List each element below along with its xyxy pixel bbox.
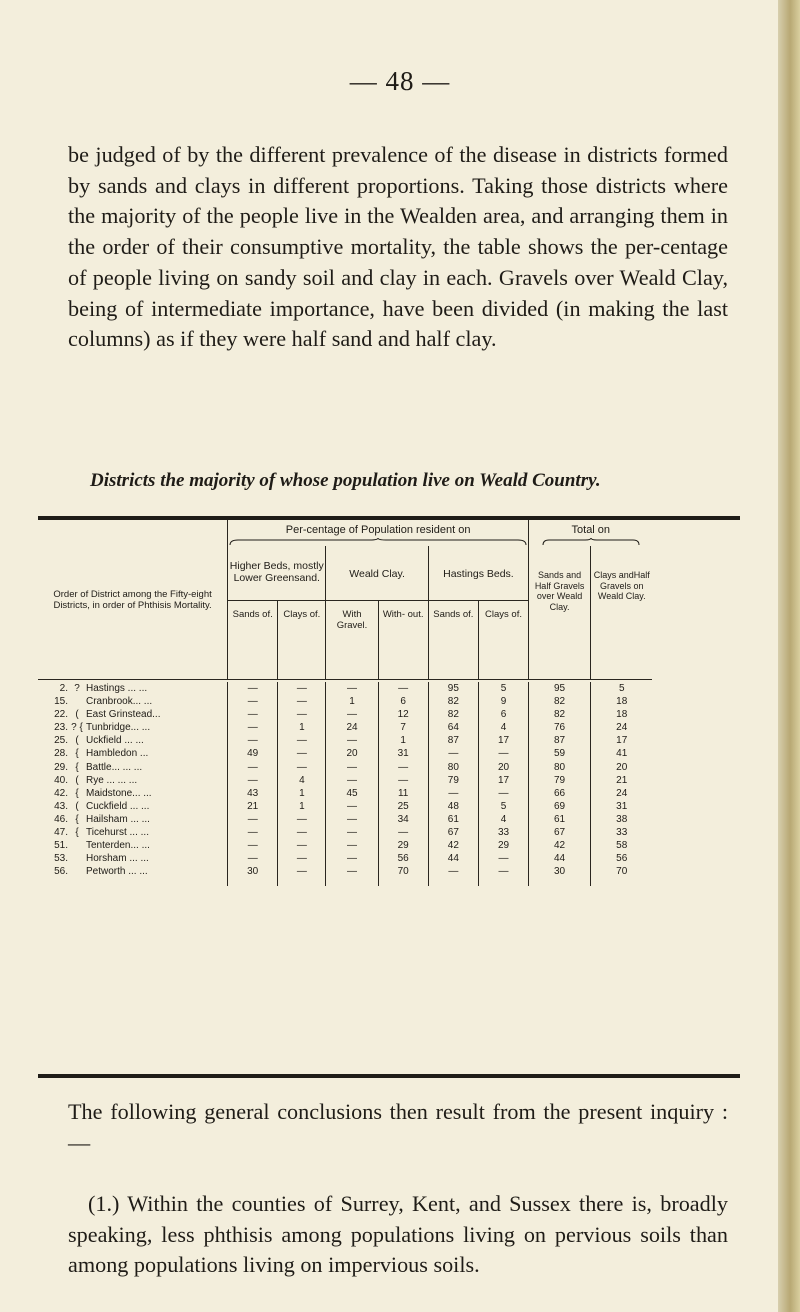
district-cell bbox=[38, 774, 228, 787]
cell-total-sands: 44 bbox=[529, 852, 591, 865]
cell-hs-clays: 17 bbox=[478, 734, 528, 747]
cell-total-clays: 18 bbox=[591, 695, 653, 708]
cell-hs-clays: 20 bbox=[478, 761, 528, 774]
cell-wc-without: 6 bbox=[378, 695, 428, 708]
cell-total-clays: 38 bbox=[591, 813, 653, 826]
district-order: 22. bbox=[54, 709, 68, 721]
cell-hs-sands: 44 bbox=[428, 852, 478, 865]
district-cell bbox=[38, 800, 228, 813]
cell-hs-clays: — bbox=[478, 865, 528, 878]
district-order: 2. bbox=[59, 683, 68, 694]
district-name: Ticehurst ... ... bbox=[86, 827, 149, 839]
district-order: 25. bbox=[54, 735, 68, 747]
cell-wc-with: — bbox=[326, 826, 378, 839]
cell-hs-clays: — bbox=[478, 787, 528, 800]
cell-wc-with: 1 bbox=[326, 695, 378, 708]
table-row bbox=[38, 734, 740, 747]
district-mark: ? { bbox=[71, 722, 83, 734]
cell-hb-clays: 1 bbox=[278, 721, 326, 734]
district-name: Petworth ... ... bbox=[86, 866, 148, 878]
cell-total-sands: 80 bbox=[529, 761, 591, 774]
cell-hb-sands: — bbox=[228, 708, 278, 721]
cell-hb-sands: — bbox=[228, 852, 278, 865]
cell-hb-clays: — bbox=[278, 682, 326, 695]
table-row bbox=[38, 761, 740, 774]
cell-hs-clays: 33 bbox=[478, 826, 528, 839]
cell-total-clays: 58 bbox=[591, 839, 653, 852]
cell-hs-sands: — bbox=[428, 787, 478, 800]
cell-hb-sands: 30 bbox=[228, 865, 278, 878]
district-mark: ( bbox=[75, 774, 79, 786]
table-body bbox=[38, 682, 740, 886]
cell-hb-clays: — bbox=[278, 708, 326, 721]
mortality-table bbox=[38, 516, 740, 1078]
conclusion-intro: The following general conclusions then result from the present inquiry :— bbox=[68, 1099, 728, 1155]
cell-total-clays: 31 bbox=[591, 800, 653, 813]
district-order: 29. bbox=[54, 761, 68, 773]
intro-paragraph: be judged of by the different prevalence of the disease in districts formed by sands and clays in different proportions. Taking those districts where the majority of the people live in the Wealden area, and arranging them in the order of their consumptive mortality, the table shows the per-centage of people living on sandy soil and clay in each. Gravels over Weald Clay, being of intermediate importance, have been divided (in making the last columns) as if they were half sand and half clay. bbox=[68, 142, 728, 352]
district-cell bbox=[38, 787, 228, 800]
wc-with-header: With Gravel. bbox=[326, 601, 378, 680]
cell-hs-sands: 95 bbox=[428, 682, 478, 695]
cell-hb-sands: — bbox=[228, 839, 278, 852]
cell-wc-without: 11 bbox=[378, 787, 428, 800]
cell-wc-with: — bbox=[326, 839, 378, 852]
cell-total-sands: 30 bbox=[529, 865, 591, 878]
hb-clays-header: Clays of. bbox=[278, 601, 326, 680]
cell-hs-clays: — bbox=[478, 747, 528, 760]
cell-hb-clays: — bbox=[278, 826, 326, 839]
table-row bbox=[38, 721, 740, 734]
cell-hb-clays: — bbox=[278, 761, 326, 774]
cell-hb-clays: — bbox=[278, 839, 326, 852]
district-name: East Grinstead... bbox=[86, 709, 161, 721]
table-row bbox=[38, 839, 740, 852]
cell-hs-sands: — bbox=[428, 747, 478, 760]
district-order: 40. bbox=[54, 774, 68, 786]
cell-total-sands: 95 bbox=[529, 682, 591, 695]
table-row bbox=[38, 708, 740, 721]
cell-total-sands: 82 bbox=[529, 695, 591, 708]
cell-hb-clays: — bbox=[278, 695, 326, 708]
cell-hs-sands: 42 bbox=[428, 839, 478, 852]
district-order: 46. bbox=[54, 813, 68, 825]
table-row bbox=[38, 682, 740, 695]
cell-hb-sands: 43 bbox=[228, 787, 278, 800]
district-cell bbox=[38, 865, 228, 878]
cell-total-clays: 18 bbox=[591, 708, 653, 721]
district-cell bbox=[38, 708, 228, 721]
cell-hb-sands: — bbox=[228, 813, 278, 826]
cell-hb-clays: 4 bbox=[278, 774, 326, 787]
cell-hb-sands: 49 bbox=[228, 747, 278, 760]
cell-hs-sands: — bbox=[428, 865, 478, 878]
cell-wc-without: — bbox=[378, 761, 428, 774]
weald-clay-header: Weald Clay. bbox=[326, 546, 428, 601]
district-mark: { bbox=[75, 748, 79, 760]
district-order: 43. bbox=[54, 800, 68, 812]
cell-hs-sands: 80 bbox=[428, 761, 478, 774]
table-row bbox=[38, 774, 740, 787]
cell-hb-sands: — bbox=[228, 826, 278, 839]
cell-wc-with: — bbox=[326, 774, 378, 787]
district-cell bbox=[38, 839, 228, 852]
cell-hs-clays: 5 bbox=[478, 800, 528, 813]
cell-wc-with: — bbox=[326, 708, 378, 721]
page-edge bbox=[778, 0, 800, 1312]
brace-icon bbox=[541, 538, 641, 546]
district-order: 53. bbox=[54, 853, 68, 865]
cell-wc-without: 7 bbox=[378, 721, 428, 734]
district-name: Horsham ... ... bbox=[86, 853, 149, 865]
cell-hb-clays: — bbox=[278, 813, 326, 826]
cell-total-clays: 33 bbox=[591, 826, 653, 839]
cell-wc-without: 34 bbox=[378, 813, 428, 826]
district-order: 42. bbox=[54, 787, 68, 799]
hs-sands-header: Sands of. bbox=[428, 601, 478, 680]
district-cell bbox=[38, 721, 228, 734]
district-mark: ? bbox=[74, 683, 80, 694]
table-row bbox=[38, 800, 740, 813]
cell-hs-clays: 6 bbox=[478, 708, 528, 721]
cell-wc-without: 1 bbox=[378, 734, 428, 747]
cell-hs-clays: 29 bbox=[478, 839, 528, 852]
cell-hb-sands: — bbox=[228, 682, 278, 695]
cell-wc-without: 29 bbox=[378, 839, 428, 852]
district-mark: ( bbox=[75, 709, 79, 721]
higher-beds-header: Higher Beds, mostly Lower Greensand. bbox=[228, 546, 326, 601]
cell-wc-with: 45 bbox=[326, 787, 378, 800]
table-row bbox=[38, 813, 740, 826]
cell-total-clays: 24 bbox=[591, 721, 653, 734]
cell-total-sands: 67 bbox=[529, 826, 591, 839]
cell-wc-with: — bbox=[326, 865, 378, 878]
district-cell bbox=[38, 695, 228, 708]
cell-wc-with: — bbox=[326, 813, 378, 826]
conclusion-1: (1.) Within the counties of Surrey, Kent, and Sussex there is, broadly speaking, less phthisis among populations living on pervious soils than among populations living on impervious soils. bbox=[68, 1191, 728, 1278]
cell-hs-clays: 4 bbox=[478, 813, 528, 826]
cell-hb-clays: — bbox=[278, 865, 326, 878]
hastings-beds-header: Hastings Beds. bbox=[428, 546, 528, 601]
cell-hs-sands: 82 bbox=[428, 695, 478, 708]
cell-total-sands: 66 bbox=[529, 787, 591, 800]
district-cell bbox=[38, 682, 228, 695]
cell-total-sands: 76 bbox=[529, 721, 591, 734]
district-mark: ( bbox=[75, 735, 79, 747]
cell-hs-sands: 61 bbox=[428, 813, 478, 826]
cell-total-sands: 87 bbox=[529, 734, 591, 747]
cell-wc-with: — bbox=[326, 761, 378, 774]
cell-hb-clays: 1 bbox=[278, 787, 326, 800]
district-name: Maidstone... ... bbox=[86, 787, 152, 799]
order-header: Order of District among the Fifty-eight Districts, in order of Phthisis Mortality. bbox=[53, 588, 212, 611]
cell-hs-clays: 5 bbox=[478, 682, 528, 695]
cell-total-sands: 42 bbox=[529, 839, 591, 852]
cell-hs-sands: 67 bbox=[428, 826, 478, 839]
cell-wc-with: 24 bbox=[326, 721, 378, 734]
hs-clays-header: Clays of. bbox=[478, 601, 528, 680]
district-order: 47. bbox=[54, 827, 68, 839]
table-row bbox=[38, 852, 740, 865]
district-name: Hailsham ... ... bbox=[86, 813, 150, 825]
cell-wc-with: 20 bbox=[326, 747, 378, 760]
brace-icon bbox=[228, 538, 528, 546]
cell-hb-clays: — bbox=[278, 747, 326, 760]
district-name: Hambledon ... bbox=[86, 748, 149, 760]
district-cell bbox=[38, 852, 228, 865]
cell-total-sands: 82 bbox=[529, 708, 591, 721]
cell-hs-sands: 48 bbox=[428, 800, 478, 813]
cell-hb-sands: — bbox=[228, 734, 278, 747]
table-row bbox=[38, 747, 740, 760]
cell-hs-clays: 17 bbox=[478, 774, 528, 787]
table-caption: Districts the majority of whose population live on Weald Country. bbox=[90, 470, 601, 491]
district-order: 56. bbox=[54, 866, 68, 878]
cell-hs-clays: 4 bbox=[478, 721, 528, 734]
total-sands-header: Sands and Half Gravels over Weald Clay. bbox=[529, 546, 591, 680]
cell-total-clays: 17 bbox=[591, 734, 653, 747]
cell-hb-clays: — bbox=[278, 734, 326, 747]
cell-total-clays: 41 bbox=[591, 747, 653, 760]
cell-hs-clays: — bbox=[478, 852, 528, 865]
cell-total-clays: 5 bbox=[591, 682, 653, 695]
cell-total-clays: 70 bbox=[591, 865, 653, 878]
cell-wc-without: 25 bbox=[378, 800, 428, 813]
cell-hb-sands: — bbox=[228, 695, 278, 708]
district-name: Hastings ... ... bbox=[86, 683, 148, 694]
district-cell bbox=[38, 826, 228, 839]
district-mark: { bbox=[75, 761, 79, 773]
hb-sands-header: Sands of. bbox=[228, 601, 278, 680]
cell-hb-sands: — bbox=[228, 761, 278, 774]
table-row bbox=[38, 826, 740, 839]
cell-hb-clays: — bbox=[278, 852, 326, 865]
cell-hb-sands: — bbox=[228, 721, 278, 734]
district-order: 15. bbox=[54, 696, 68, 708]
cell-total-sands: 59 bbox=[529, 747, 591, 760]
district-name: Battle... ... ... bbox=[86, 761, 143, 773]
wc-without-header: With- out. bbox=[378, 601, 428, 680]
cell-wc-without: 12 bbox=[378, 708, 428, 721]
district-cell bbox=[38, 734, 228, 747]
cell-hs-clays: 9 bbox=[478, 695, 528, 708]
cell-hs-sands: 79 bbox=[428, 774, 478, 787]
cell-wc-without: 31 bbox=[378, 747, 428, 760]
cell-hb-sands: 21 bbox=[228, 800, 278, 813]
table-row bbox=[38, 695, 740, 708]
total-header: Total on bbox=[529, 520, 653, 546]
total-clays-header: Clays andHalf Gravels on Weald Clay. bbox=[591, 546, 653, 680]
district-cell bbox=[38, 761, 228, 774]
district-name: Rye ... ... ... bbox=[86, 774, 138, 786]
district-name: Tunbridge... ... bbox=[86, 722, 151, 734]
cell-total-sands: 61 bbox=[529, 813, 591, 826]
cell-hs-sands: 64 bbox=[428, 721, 478, 734]
table-row bbox=[38, 865, 740, 878]
district-name: Cuckfield ... ... bbox=[86, 800, 150, 812]
district-cell bbox=[38, 747, 228, 760]
district-name: Tenterden... ... bbox=[86, 840, 150, 852]
cell-wc-without: 70 bbox=[378, 865, 428, 878]
cell-total-clays: 21 bbox=[591, 774, 653, 787]
district-mark: { bbox=[75, 827, 79, 839]
cell-hs-sands: 82 bbox=[428, 708, 478, 721]
district-mark: { bbox=[75, 787, 79, 799]
district-cell bbox=[38, 813, 228, 826]
cell-wc-without: 56 bbox=[378, 852, 428, 865]
district-name: Uckfield ... ... bbox=[86, 735, 144, 747]
cell-wc-with: — bbox=[326, 852, 378, 865]
cell-wc-without: — bbox=[378, 774, 428, 787]
district-name: Cranbrook... ... bbox=[86, 696, 153, 708]
cell-hb-sands: — bbox=[228, 774, 278, 787]
district-mark: ( bbox=[75, 800, 79, 812]
district-order: 28. bbox=[54, 748, 68, 760]
cell-total-clays: 24 bbox=[591, 787, 653, 800]
district-order: 23. bbox=[54, 722, 68, 734]
cell-total-sands: 79 bbox=[529, 774, 591, 787]
cell-hb-clays: 1 bbox=[278, 800, 326, 813]
cell-wc-with: — bbox=[326, 734, 378, 747]
cell-total-sands: 69 bbox=[529, 800, 591, 813]
cell-wc-without: — bbox=[378, 826, 428, 839]
cell-hs-sands: 87 bbox=[428, 734, 478, 747]
cell-wc-with: — bbox=[326, 682, 378, 695]
cell-total-clays: 20 bbox=[591, 761, 653, 774]
cell-wc-without: — bbox=[378, 682, 428, 695]
district-order: 51. bbox=[54, 840, 68, 852]
table-row bbox=[38, 787, 740, 800]
cell-total-clays: 56 bbox=[591, 852, 653, 865]
district-mark: { bbox=[75, 813, 79, 825]
page-number: — 48 — bbox=[349, 66, 451, 96]
cell-wc-with: — bbox=[326, 800, 378, 813]
percentage-header: Per-centage of Population resident on bbox=[228, 520, 529, 546]
